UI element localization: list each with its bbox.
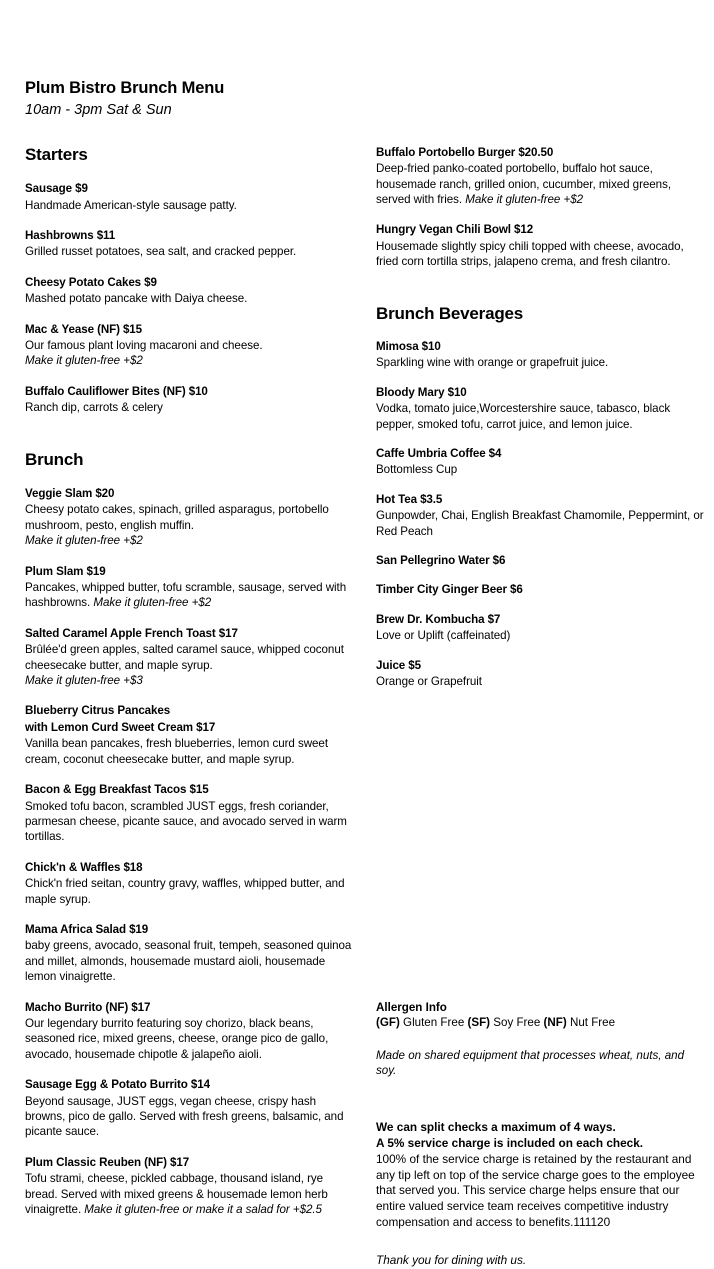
menu-item — [25, 322, 355, 369]
menu-item-description: Bottomless Cup — [376, 463, 458, 477]
menu-item-name: Plum Classic Reuben (NF) $17 — [25, 1155, 190, 1169]
menu-item-note: Make it gluten-free +$2 — [25, 534, 143, 548]
menu-item-description: Orange or Grapefruit — [376, 675, 482, 689]
menu-item — [25, 486, 355, 549]
allergen-disclaimer: Made on shared equipment that processes wheat, nuts, and soy. — [376, 1048, 685, 1077]
allergen-label-sf: Soy Free — [490, 1016, 544, 1030]
brunch-list — [25, 486, 355, 1217]
allergen-info-block — [376, 1000, 706, 1079]
menu-item — [376, 658, 706, 690]
allergen-code-nf: (NF) — [543, 1016, 567, 1030]
menu-item-description: Our legendary burrito featuring soy chorizo, black beans, seasoned rice, mixed greens, cheese, orange pico de gallo, avocado, housemade chipotle & jalapeño aioli. — [25, 1016, 329, 1061]
menu-column-right — [376, 145, 706, 1268]
menu-item-description: Our famous plant loving macaroni and cheese. — [25, 338, 263, 352]
menu-item-description-text: Tofu strami, cheese, pickled cabbage, thousand island, rye bread. Served with mixed greens & housemade lemon herb vinaigrette. — [25, 1172, 328, 1217]
menu-item-name: Veggie Slam $20 — [25, 487, 115, 500]
menu-item-name: Salted Caramel Apple French Toast $17 — [25, 626, 238, 640]
starters-list — [25, 181, 355, 415]
menu-item-name: Sausage Egg & Potato Burrito $14 — [25, 1078, 210, 1092]
allergen-label-gf: Gluten Free — [399, 1016, 468, 1030]
menu-item-name: Mimosa $10 — [376, 339, 441, 353]
section-heading-brunch: Brunch — [25, 449, 84, 469]
menu-item-inline-note: Make it gluten-free +$2 — [465, 192, 584, 206]
menu-item-description: Handmade American-style sausage patty. — [25, 198, 237, 212]
menu-hours: 10am - 3pm Sat & Sun — [25, 101, 172, 118]
menu-item-name: Sausage $9 — [25, 182, 88, 196]
thank-you-note: Thank you for dining with us. — [376, 1253, 527, 1268]
menu-item-description — [376, 161, 706, 207]
menu-item-description: Ranch dip, carrots & celery — [25, 401, 163, 415]
menu-item-description-text: Deep-fried panko-coated portobello, buffalo hot sauce, housemade ranch, grilled onion, cucumber, mixed greens, served with fries. — [376, 162, 671, 206]
menu-item-name: Brew Dr. Kombucha $7 — [376, 612, 501, 626]
menu-item — [25, 626, 355, 689]
menu-item-name: Juice $5 — [376, 658, 421, 672]
menu-item — [376, 446, 706, 478]
menu-item-name: San Pellegrino Water $6 — [376, 554, 506, 568]
menu-columns — [25, 144, 704, 1268]
menu-item — [376, 612, 706, 644]
menu-item-name: Caffe Umbria Coffee $4 — [376, 447, 502, 461]
menu-item — [376, 145, 706, 208]
mains-right-list — [376, 145, 706, 270]
menu-item-description: Chick'n fried seitan, country gravy, waffles, whipped butter, and maple syrup. — [25, 877, 345, 906]
menu-item — [25, 1000, 355, 1063]
menu-item — [25, 703, 355, 767]
menu-item-note: Make it gluten-free +$3 — [25, 674, 143, 688]
menu-item — [25, 384, 355, 416]
allergen-label-nf: Nut Free — [566, 1016, 616, 1030]
menu-item — [25, 228, 355, 260]
menu-item-inline-note: Make it gluten-free or make it a salad for +$2.5 — [84, 1203, 322, 1217]
menu-item-description: Cheesy potato cakes, spinach, grilled asparagus, portobello mushroom, pesto, english muffin. — [25, 503, 329, 532]
menu-item-inline-note: Make it gluten-free +$2 — [93, 596, 212, 610]
menu-item-description-text: Pancakes, whipped butter, tofu scramble, sausage, served with hashbrowns. — [25, 581, 347, 610]
menu-item — [25, 860, 355, 907]
service-policy-block — [376, 1120, 706, 1269]
section-heading-starters: Starters — [25, 144, 88, 164]
allergen-key-legend — [376, 1015, 706, 1030]
menu-item-description — [25, 580, 355, 611]
menu-item-name: Plum Slam $19 — [25, 564, 106, 578]
menu-item-description: Love or Uplift (caffeinated) — [376, 629, 511, 643]
menu-item-name: Bloody Mary $10 — [376, 385, 467, 399]
menu-item-description: Grilled russet potatoes, sea salt, and cracked pepper. — [25, 245, 297, 259]
menu-item-name: Buffalo Portobello Burger $20.50 — [376, 145, 554, 159]
menu-item — [25, 181, 355, 213]
menu-item-name: Cheesy Potato Cakes $9 — [25, 275, 157, 289]
page-title: Plum Bistro Brunch Menu — [25, 79, 225, 97]
menu-item — [25, 1155, 355, 1218]
menu-item-description: baby greens, avocado, seasonal fruit, tempeh, seasoned quinoa and millet, almonds, housemade mustard aioli, housemade lemon vinaigrette. — [25, 939, 352, 984]
menu-item-name: Bacon & Egg Breakfast Tacos $15 — [25, 783, 209, 797]
menu-item-name: Macho Burrito (NF) $17 — [25, 1000, 151, 1014]
menu-item — [376, 385, 706, 432]
menu-item-description: Smoked tofu bacon, scrambled JUST eggs, fresh coriander, parmesan cheese, picante sauce, and avocado served in warm tortillas. — [25, 799, 347, 844]
menu-column-left — [25, 145, 355, 1218]
menu-item-description: Gunpowder, Chai, English Breakfast Chamomile, Peppermint, or Red Peach — [376, 509, 704, 538]
menu-item-name: Chick'n & Waffles $18 — [25, 860, 143, 874]
menu-item-name-line2: with Lemon Curd Sweet Cream $17 — [25, 720, 216, 734]
allergen-code-gf: (GF) — [376, 1016, 400, 1030]
menu-item-name: Hungry Vegan Chili Bowl $12 — [376, 223, 534, 237]
menu-item-name: Timber City Ginger Beer $6 — [376, 583, 523, 597]
menu-item — [376, 553, 706, 568]
menu-item-description — [25, 1171, 355, 1217]
menu-item-name: Buffalo Cauliflower Bites (NF) $10 — [25, 384, 208, 398]
menu-item — [25, 564, 355, 611]
menu-item — [376, 492, 706, 539]
menu-item-description: Beyond sausage, JUST eggs, vegan cheese, crispy hash browns, pico de gallo. Served with fresh greens, balsamic, and picante sauce. — [25, 1094, 344, 1139]
menu-item-name: Hashbrowns $11 — [25, 228, 116, 242]
menu-item — [376, 222, 706, 269]
menu-item — [376, 582, 706, 597]
policy-service-charge: A 5% service charge is included on each check. — [376, 1135, 644, 1150]
menu-item — [25, 1077, 355, 1140]
allergen-code-sf: (SF) — [467, 1016, 491, 1030]
menu-item — [25, 275, 355, 307]
menu-item — [25, 782, 355, 845]
menu-item-name: Mac & Yease (NF) $15 — [25, 322, 143, 336]
allergen-info-title: Allergen Info — [376, 1000, 447, 1014]
menu-item-description: Sparkling wine with orange or grapefruit juice. — [376, 356, 609, 370]
menu-item-note: Make it gluten-free +$2 — [25, 354, 143, 368]
menu-masthead — [25, 78, 688, 119]
menu-item-description: Vanilla bean pancakes, fresh blueberries, lemon curd sweet cream, coconut cheesecake butter, and maple syrup. — [25, 737, 329, 766]
menu-item-description: Housemade slightly spicy chili topped with cheese, avocado, fried corn tortilla strips, jalapeno crema, and fresh cilantro. — [376, 239, 684, 269]
menu-item-name: Mama Africa Salad $19 — [25, 922, 149, 936]
menu-item — [376, 339, 706, 371]
section-heading-beverages: Brunch Beverages — [376, 303, 524, 323]
menu-item-description: Mashed potato pancake with Daiya cheese. — [25, 292, 248, 306]
menu-item — [25, 922, 355, 985]
policy-split-checks: We can split checks a maximum of 4 ways. — [376, 1119, 616, 1134]
policy-details: 100% of the service charge is retained by the restaurant and any tip left on top of the service charge goes to the employee that served you. This service charge helps ensure that our entire valued service team receives competitive industry compensation and access to benefits.111120 — [376, 1151, 695, 1230]
menu-item-description: Vodka, tomato juice,Worcestershire sauce, tabasco, black pepper, smoked tofu, carrot juice, and lemon juice. — [376, 402, 671, 431]
beverages-list — [376, 339, 706, 690]
menu-item-description: Brûlée'd green apples, salted caramel sauce, whipped coconut cheesecake butter, and maple syrup. — [25, 643, 344, 672]
menu-item-name: Blueberry Citrus Pancakes — [25, 704, 171, 718]
menu-item-name: Hot Tea $3.5 — [376, 492, 443, 506]
